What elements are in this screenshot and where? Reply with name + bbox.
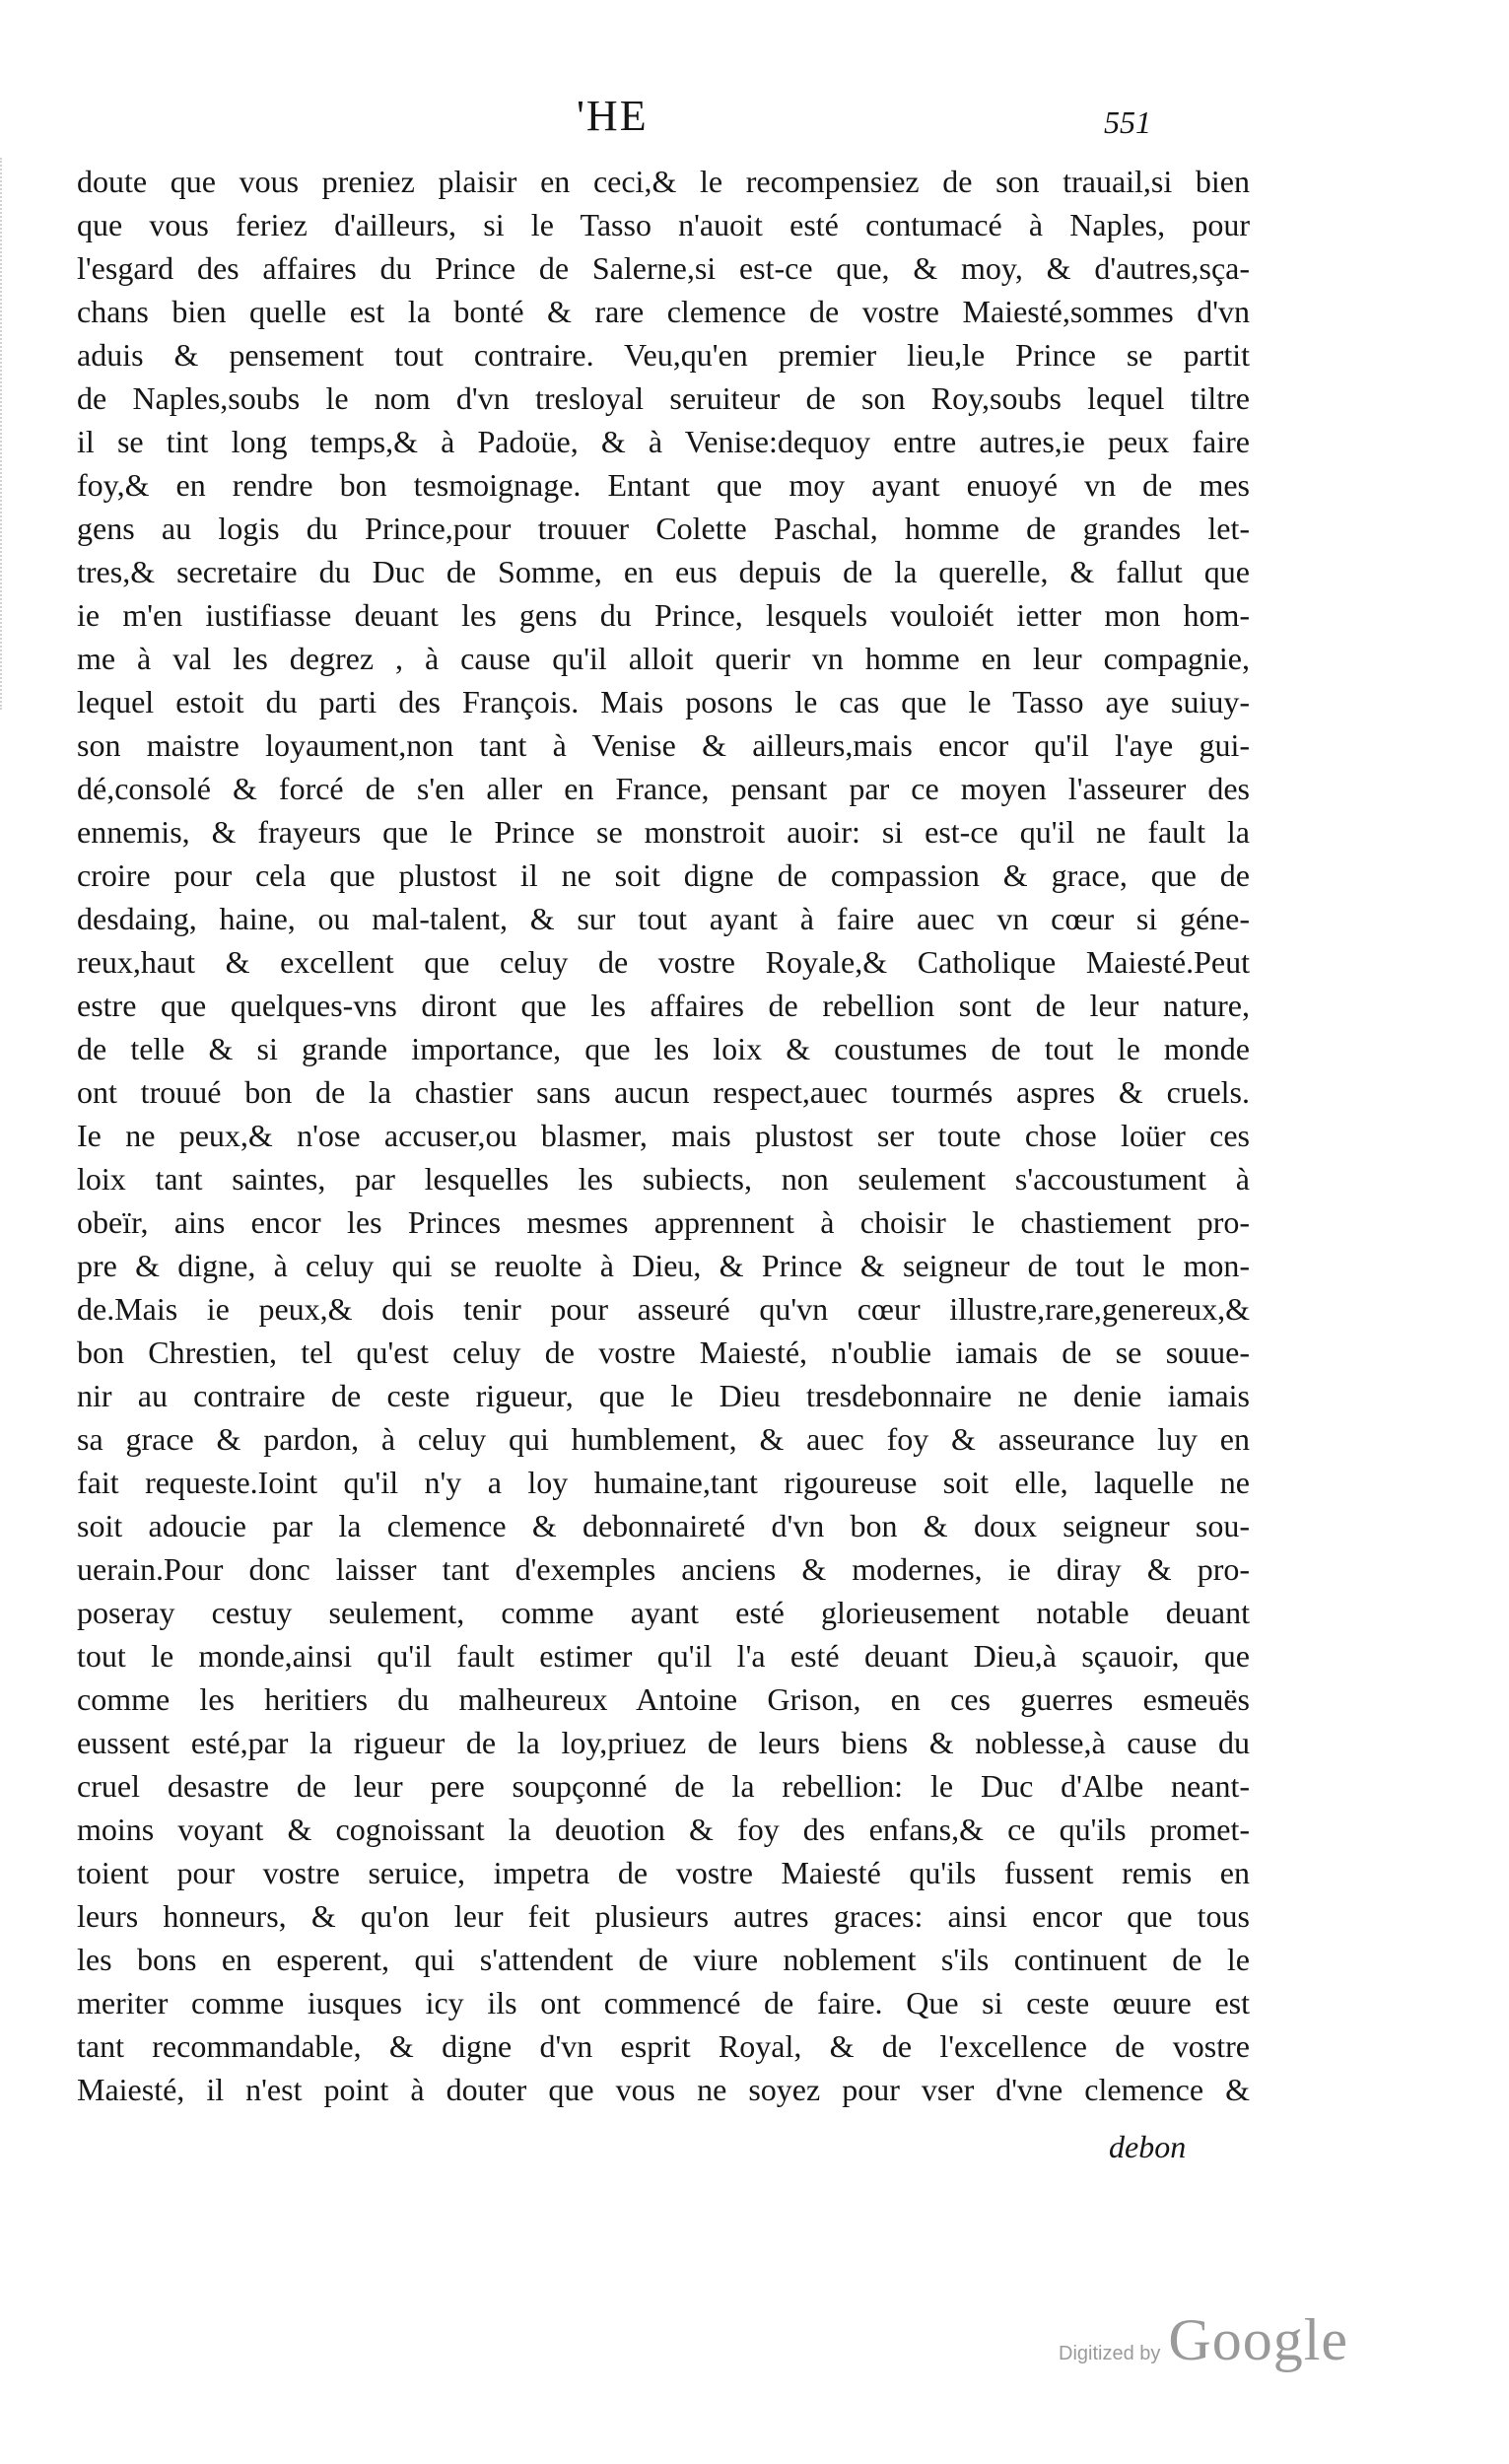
text-line: tres,& secretaire du Duc de Somme, en eus depuis de la querelle, & fallut que xyxy=(77,554,1250,589)
text-line: chans bien quelle est la bonté & rare clemence de vostre Maiesté,sommes d'vn xyxy=(77,294,1250,329)
text-line: nir au contraire de ceste rigueur, que le Dieu tresdebonnaire ne denie iamais xyxy=(77,1378,1250,1413)
text-line: de telle & si grande importance, que les loix & coustumes de tout le monde xyxy=(77,1031,1250,1066)
text-line: doute que vous preniez plaisir en ceci,& le recompensiez de son trauail,si bien xyxy=(77,164,1250,199)
body-text xyxy=(77,160,1250,2111)
text-line: me à val les degrez , à cause qu'il alloit querir vn homme en leur compagnie, xyxy=(77,641,1250,676)
google-logo: Google xyxy=(1168,2307,1349,2372)
text-line: l'esgard des affaires du Prince de Salerne,si est-ce que, & moy, & d'autres,sça- xyxy=(77,250,1250,286)
text-line: son maistre loyaument,non tant à Venise & ailleurs,mais encor qu'il l'aye gui- xyxy=(77,727,1250,763)
text-line: moins voyant & cognoissant la deuotion & foy des enfans,& ce qu'ils promet- xyxy=(77,1812,1250,1847)
text-line: loix tant saintes, par lesquelles les subiects, non seulement s'accoustument à xyxy=(77,1161,1250,1197)
text-line: estre que quelques-vns diront que les affaires de rebellion sont de leur nature, xyxy=(77,988,1250,1023)
text-line: lequel estoit du parti des François. Mais posons le cas que le Tasso aye suiuy- xyxy=(77,684,1250,719)
text-line: eussent esté,par la rigueur de la loy,priuez de leurs biens & noblesse,à cause du xyxy=(77,1725,1250,1760)
text-line: les bons en esperent, qui s'attendent de viure noblement s'ils continuent de le xyxy=(77,1942,1250,1977)
text-line: meriter comme iusques icy ils ont commencé de faire. Que si ceste œuure est xyxy=(77,1985,1250,2020)
digitized-watermark xyxy=(1059,2306,1348,2374)
page-header xyxy=(0,91,1509,150)
text-line: cruel desastre de leur pere soupçonné de la rebellion: le Duc d'Albe neant- xyxy=(77,1768,1250,1804)
page-number: 551 xyxy=(1104,104,1151,140)
text-line: ont trouué bon de la chastier sans aucun respect,auec tourmés aspres & cruels. xyxy=(77,1074,1250,1110)
text-line: tout le monde,ainsi qu'il fault estimer qu'il l'a esté deuant Dieu,à sçauoir, que xyxy=(77,1638,1250,1674)
text-line: leurs honneurs, & qu'on leur feit plusieurs autres graces: ainsi encor que tous xyxy=(77,1898,1250,1934)
watermark-prefix: Digitized by xyxy=(1059,2343,1161,2364)
text-line: tant recommandable, & digne d'vn esprit Royal, & de l'excellence de vostre xyxy=(77,2028,1250,2064)
text-line: toient pour vostre seruice, impetra de vostre Maiesté qu'ils fussent remis en xyxy=(77,1855,1250,1890)
text-line: poseray cestuy seulement, comme ayant esté glorieusement notable deuant xyxy=(77,1595,1250,1630)
text-line: obeïr, ains encor les Princes mesmes apprennent à choisir le chastiement pro- xyxy=(77,1204,1250,1240)
text-line: desdaing, haine, ou mal-talent, & sur tout ayant à faire auec vn cœur si géne- xyxy=(77,901,1250,936)
text-line: fait requeste.Ioint qu'il n'y a loy humaine,tant rigoureuse soit elle, laquelle ne xyxy=(77,1465,1250,1500)
text-line: gens au logis du Prince,pour trouuer Colette Paschal, homme de grandes let- xyxy=(77,511,1250,546)
text-line: Maiesté, il n'est point à douter que vous ne soyez pour vser d'vne clemence & xyxy=(77,2072,1250,2107)
text-line: uerain.Pour donc laisser tant d'exemples anciens & modernes, ie diray & pro- xyxy=(77,1551,1250,1587)
text-line: dé,consolé & forcé de s'en aller en France, pensant par ce moyen l'asseurer des xyxy=(77,771,1250,806)
text-line: ie m'en iustifiasse deuant les gens du Prince, lesquels vouloiét ietter mon hom- xyxy=(77,597,1250,633)
text-line: il se tint long temps,& à Padoüe, & à Venise:dequoy entre autres,ie peux faire xyxy=(77,424,1250,459)
text-line: de.Mais ie peux,& dois tenir pour asseuré qu'vn cœur illustre,rare,genereux,& xyxy=(77,1291,1250,1327)
catchword: debon xyxy=(1109,2129,1187,2164)
text-line: Ie ne peux,& n'ose accuser,ou blasmer, mais plustost ser toute chose loüer ces xyxy=(77,1118,1250,1153)
text-line: soit adoucie par la clemence & debonnaireté d'vn bon & doux seigneur sou- xyxy=(77,1508,1250,1543)
text-line: de Naples,soubs le nom d'vn tresloyal seruiteur de son Roy,soubs lequel tiltre xyxy=(77,380,1250,416)
text-line: aduis & pensement tout contraire. Veu,qu'en premier lieu,le Prince se partit xyxy=(77,337,1250,373)
text-line: comme les heritiers du malheureux Antoine Grison, en ces guerres esmeuës xyxy=(77,1681,1250,1717)
text-line: ennemis, & frayeurs que le Prince se monstroit auoir: si est-ce qu'il ne fault la xyxy=(77,814,1250,850)
text-line: que vous feriez d'ailleurs, si le Tasso n'auoit esté contumacé à Naples, pour xyxy=(77,207,1250,242)
margin-bleed-marks xyxy=(0,158,51,710)
running-head: 'HE xyxy=(577,92,649,140)
text-line: foy,& en rendre bon tesmoignage. Entant que moy ayant enuoyé vn de mes xyxy=(77,467,1250,503)
text-line: sa grace & pardon, à celuy qui humblement, & auec foy & asseurance luy en xyxy=(77,1421,1250,1457)
text-line: reux,haut & excellent que celuy de vostre Royale,& Catholique Maiesté.Peut xyxy=(77,944,1250,980)
text-line: pre & digne, à celuy qui se reuolte à Dieu, & Prince & seigneur de tout le mon- xyxy=(77,1248,1250,1283)
text-line: croire pour cela que plustost il ne soit digne de compassion & grace, que de xyxy=(77,857,1250,893)
text-line: bon Chrestien, tel qu'est celuy de vostre Maiesté, n'oublie iamais de se souue- xyxy=(77,1335,1250,1370)
